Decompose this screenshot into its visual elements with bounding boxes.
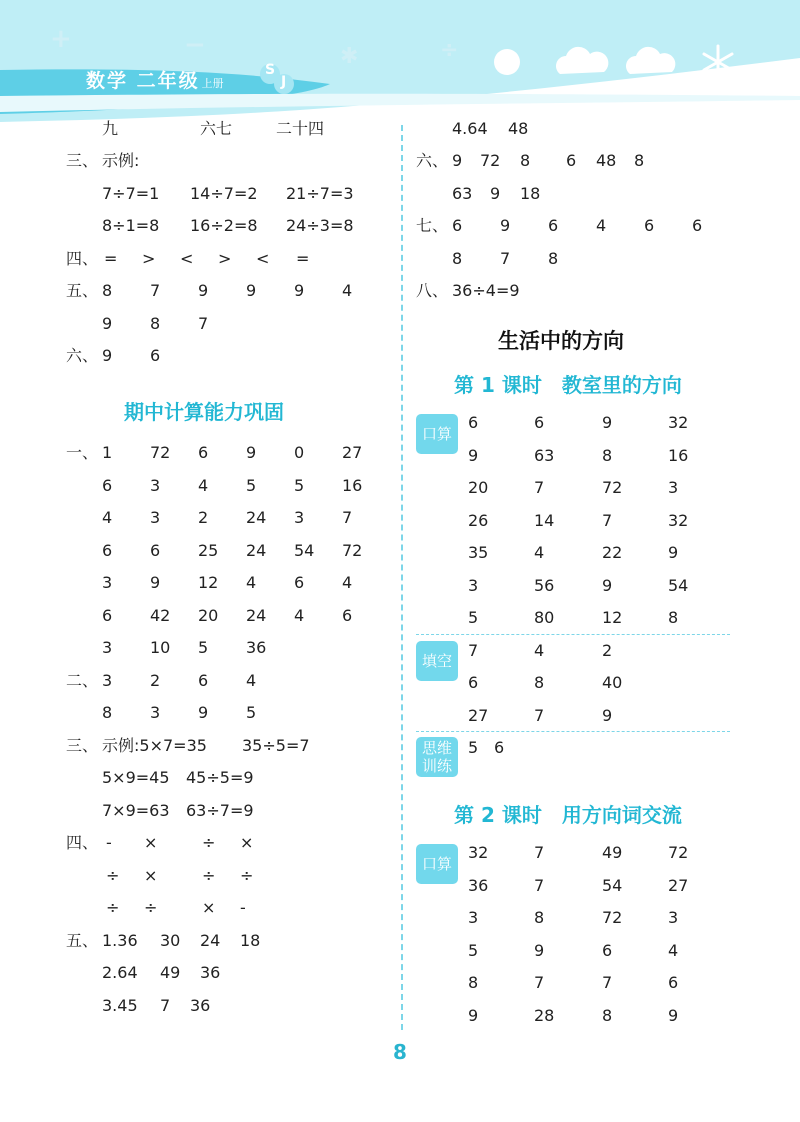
sj-badge <box>258 62 298 98</box>
divider <box>416 731 730 732</box>
plus-decoration: + <box>50 24 72 54</box>
lesson-1-title: 第 1 课时 教室里的方向 <box>454 373 682 397</box>
badge-s: S <box>265 62 276 78</box>
subject-label: 数学 <box>86 70 129 92</box>
header-banner <box>0 0 800 125</box>
oral-calc-tag: 口算 <box>416 414 458 454</box>
thinking-training-tag: 思维 训练 <box>416 737 458 777</box>
times-decoration: ✱ <box>340 44 359 69</box>
divide-decoration: ÷ <box>440 38 459 63</box>
section-title: 期中计算能力巩固 <box>124 400 284 424</box>
volume-label: 上册 <box>201 77 224 90</box>
page-number: 8 <box>393 1040 407 1064</box>
divider <box>416 634 730 635</box>
badge-j: J <box>281 74 287 90</box>
column-divider <box>401 125 403 1030</box>
grade-label: 二年级 <box>136 70 200 92</box>
minus-decoration: − <box>184 30 206 60</box>
unit-title: 生活中的方向 <box>498 329 624 353</box>
lesson-2-title: 第 2 课时 用方向词交流 <box>454 803 682 827</box>
book-title <box>86 66 224 93</box>
oral-calc-tag: 口算 <box>416 844 458 884</box>
fill-blank-tag: 填空 <box>416 641 458 681</box>
